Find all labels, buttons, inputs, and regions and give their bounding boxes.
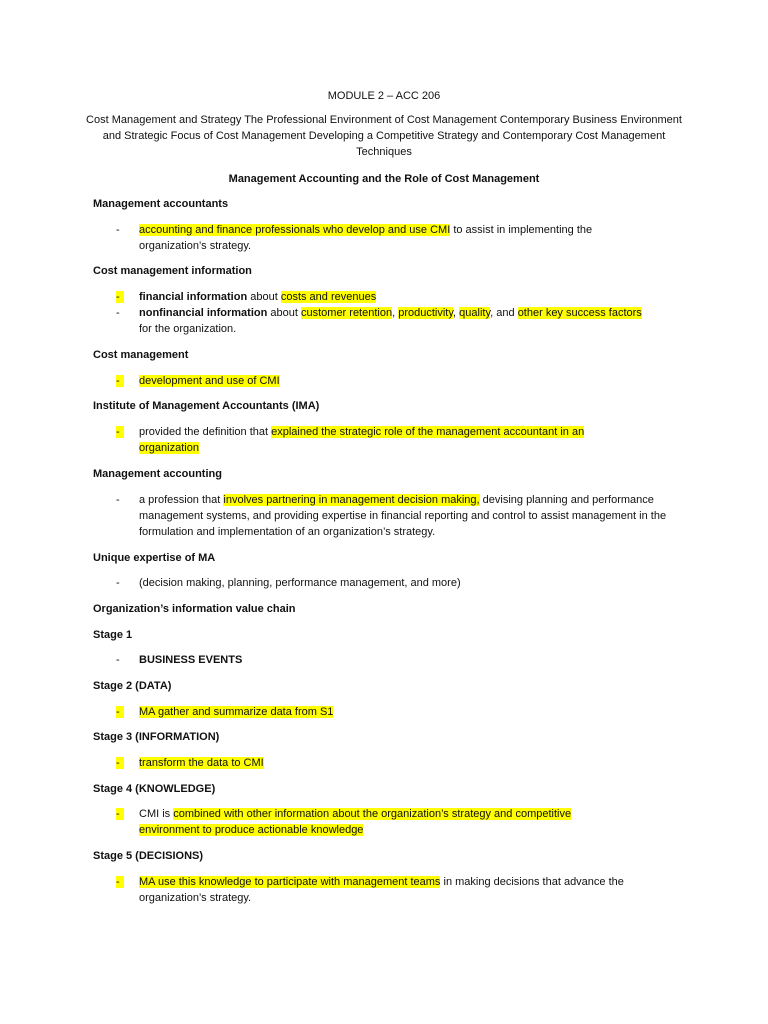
module-title: MODULE 2 – ACC 206	[327, 90, 441, 102]
heading-stage-4: Stage 4 (KNOWLEDGE)	[93, 783, 216, 795]
heading-cost-management: Cost management	[93, 349, 189, 361]
heading-management-accountants: Management accountants	[93, 198, 229, 210]
heading-stage-5: Stage 5 (DECISIONS)	[93, 850, 204, 862]
highlighted-text: costs and revenues	[280, 291, 377, 303]
bullet-management-accounting: a profession that involves partnering in management decision making, devising planning and performance management systems, and providing expertise in financial reporting and control to assist management in the formulation and implementation of an organization’s strategy.	[139, 494, 667, 538]
highlighted-text: involves partnering in management decision making,	[223, 494, 480, 506]
highlighted-text: explained the strategic role of the management accountant in an organization	[139, 426, 585, 454]
section-title: Management Accounting and the Role of Cost Management	[228, 173, 540, 185]
bullet-cost-management	[139, 373, 687, 389]
highlighted-text: development and use of CMI	[139, 375, 280, 387]
heading-cost-management-information: Cost management information	[93, 265, 252, 277]
heading-ima: Institute of Management Accountants (IMA)	[93, 400, 320, 412]
bullet-stage-1: BUSINESS EVENTS	[139, 654, 243, 666]
heading-stage-1: Stage 1	[93, 629, 133, 641]
heading-unique-expertise: Unique expertise of MA	[93, 552, 216, 564]
bullet-dash: -	[116, 307, 120, 319]
bullet-dash: -	[116, 806, 124, 822]
bullet-stage-2	[139, 704, 687, 720]
intro-paragraph: Cost Management and Strategy The Professional Environment of Cost Management Contemporary Business Environment and Strategic Focus of Cost Management Developing a Competitive Strategy and Contemporary Cost Management Techniques	[86, 114, 682, 158]
bullet-stage-5: MA use this knowledge to participate with management teams in making decisions that advance the organization’s strategy.	[139, 876, 624, 904]
bullet-dash: -	[116, 755, 124, 771]
highlighted-text: combined with other information about the organization’s strategy and competitive environment to produce actionable knowledge	[139, 808, 572, 836]
bullet-dash: -	[116, 874, 124, 890]
highlighted-text: transform the data to CMI	[139, 757, 264, 769]
bullet-dash: -	[116, 494, 120, 506]
heading-stage-2: Stage 2 (DATA)	[93, 680, 172, 692]
bullet-dash: -	[116, 577, 120, 589]
bullet-dash: -	[116, 373, 124, 389]
heading-stage-3: Stage 3 (INFORMATION)	[93, 731, 220, 743]
bullet-rest: to assist in implementing the organization’s strategy.	[139, 224, 593, 252]
bullet-management-accountants	[139, 222, 659, 254]
bullet-dash: -	[116, 424, 124, 440]
bullet-financial-information: financial information about costs and revenues	[139, 291, 377, 303]
highlighted-text: MA gather and summarize data from S1	[139, 706, 334, 718]
bullet-ima: provided the definition that explained the strategic role of the management accountant in an organization	[139, 426, 585, 454]
bullet-dash: -	[116, 704, 124, 720]
bullet-unique-expertise: (decision making, planning, performance management, and more)	[139, 577, 461, 589]
bullet-dash: -	[116, 654, 120, 666]
bullet-nonfinancial-information: nonfinancial information about customer retention, productivity, quality, and other key success factors for the organization.	[139, 307, 642, 335]
highlighted-text: accounting and finance professionals who develop and use CMI	[139, 224, 451, 236]
bullet-dash: -	[116, 224, 120, 236]
heading-management-accounting: Management accounting	[93, 468, 222, 480]
heading-value-chain: Organization’s information value chain	[93, 603, 296, 615]
bullet-stage-3	[139, 755, 687, 771]
bullet-stage-4: CMI is combined with other information about the organization’s strategy and competitive environment to produce actionable knowledge	[139, 808, 572, 836]
bullet-dash: -	[116, 289, 124, 305]
highlighted-text: MA use this knowledge to participate with management teams	[139, 876, 441, 888]
